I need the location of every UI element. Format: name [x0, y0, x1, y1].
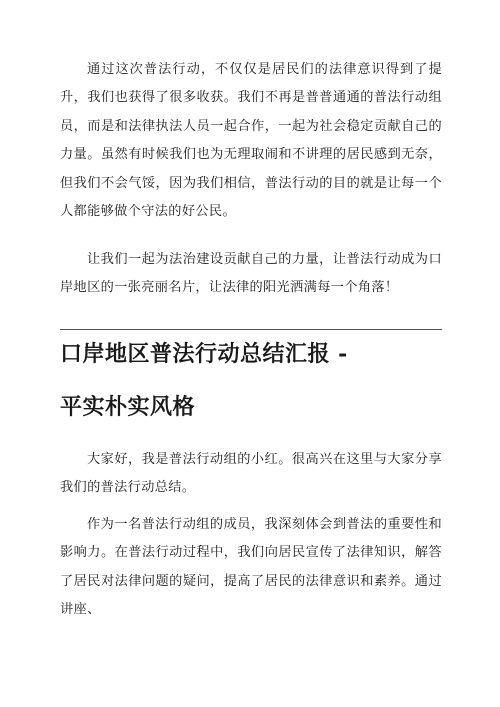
paragraph-call-to-action: 让我们一起为法治建设贡献自己的力量，让普法行动成为口岸地区的一张亮丽名片，让法律的阳光洒满每一个角落！ — [60, 252, 442, 296]
section-divider — [60, 329, 442, 330]
paragraph-greeting: 大家好，我是普法行动组的小红。很高兴在这里与大家分享我们的普法行动总结。 — [60, 452, 442, 496]
paragraph-harvest: 通过这次普法行动，不仅仅是居民们的法律意识得到了提升，我们也获得了很多收获。我们不再是普普通通的普法行动组员，而是和法律执法人员一起合作，一起为社会稳定贡献自己的力量。虽然有时候我们也为无理取闹和不讲理的居民感到无奈，但我们不会气馁，因为我们相信，普法行动的目的就是让每一个人都能够做个守法的好公民。 — [60, 62, 442, 220]
paragraph-experience: 作为一名普法行动组的成员，我深刻体会到普法的重要性和影响力。在普法行动过程中，我们向居民宣传了法律知识，解答了居民对法律问题的疑问，提高了居民的法律意识和素养。通过讲座、 — [60, 517, 442, 618]
section-title-line1: 口岸地区普法行动总结汇报 - — [60, 341, 348, 367]
section-title-line2: 平实朴实风格 — [60, 394, 196, 420]
